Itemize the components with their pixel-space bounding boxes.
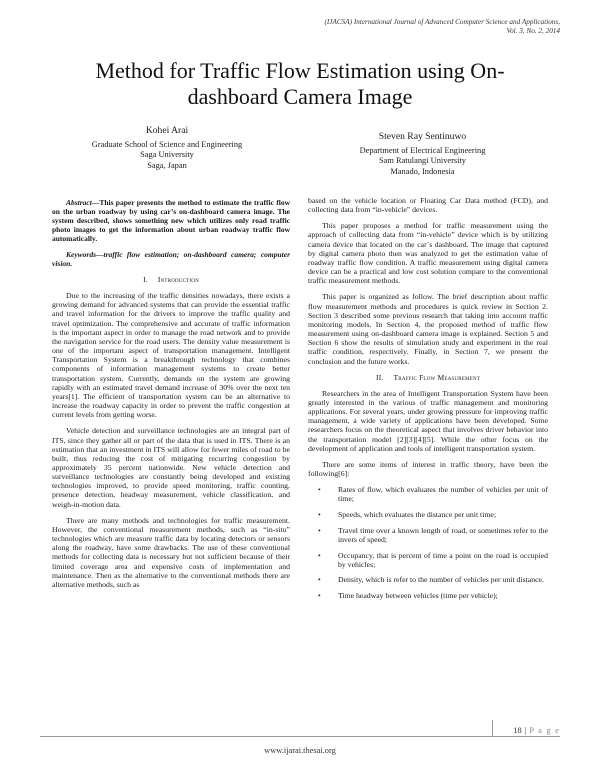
bullet-icon: • xyxy=(318,485,321,495)
bullet-icon: • xyxy=(318,510,321,520)
author-university: Sam Ratulangi University xyxy=(379,156,466,165)
list-item: • Rates of flow, which evaluates the number of vehicles per unit of time; xyxy=(318,485,548,504)
list-item: • Time headway between vehicles (time per vehicle); xyxy=(318,590,498,600)
section-title: Traffic Flow Measurement xyxy=(393,372,480,382)
abstract-text: —This paper presents the method to estimate the traffic flow on the urban roadway by using car’s on-dashboard camera image. The system described, shows something new which utilizes only road traffic photo images to get the information about urban roadway traffic flow automatically. xyxy=(52,198,290,243)
paragraph: This paper proposes a method for traffic measurement using the approach of collecting data from “in-vehicle” device which is by utilizing camera device that located on the car`s dashboard. The image that captured by digital camera photo then was analyzed to get the estimation value of roadway traffic flow condition. A traffic measurement using digital camera device can be a practical and low cost solution compare to the conventional traffic measurement methods. xyxy=(308,221,548,286)
paragraph: This paper is organized as follow. The brief description about traffic flow measurement methods and procedures is quick review in Section 2. Section 3 described some previous research that taking into account traffic monitoring models. In Section 4, the proposed method of traffic flow measurement using on-dashboard camera image is explained. Section 5 and Section 6 show the results of simulation study and experiment in the real traffic condition, respectively. Finally, in Section 7, we present the conclusion and the future works. xyxy=(308,292,548,366)
right-column xyxy=(308,196,548,607)
list-item: • Travel time over a known length of road, or sometimes refer to the invers of speed; xyxy=(318,525,548,544)
page-label: P a g e xyxy=(529,726,560,735)
footer-rule xyxy=(40,736,560,737)
bullet-icon: • xyxy=(318,550,321,560)
bullet-icon: • xyxy=(318,525,321,535)
paragraph: Researchers in the area of Intelligent Transportation System have been greatly interested in the various of traffic management and monitoring applications. For several years, under growing pressure for improving traffic management, a wide variety of applications have been developed. Some researchers focus on the theoretical aspect that involves driver behavior into the transportation model [2][3][4][5]. While the other focus on the development of application and tools of intelligent transportation system. xyxy=(308,388,548,453)
paragraph: Due to the increasing of the traffic densities nowadays, there exists a growing demand for advanced systems that can provide the essential traffic and travel information for the drivers to improve the traffic quality and travel optimization. The comprehensive and accurate of traffic information is the important aspect in order to manage the road network and to provide the navigation service for the road users. The density value measurement is one of the important aspect of transportation management. Intelligent Transportation System is a breakthrough technology that combines components of information management systems to create better transportation system. Currently, demands on the system are growing rapidly with an estimated travel demand increase of 30% over the next ten years[1]. The efficient of transportation system can be an alternative to increase the roadway capacity in order to prevent the traffic congestion at current levels from getting worse. xyxy=(52,291,290,420)
journal-header xyxy=(160,18,560,36)
author-block-1 xyxy=(52,126,282,171)
section-title: Introduction xyxy=(157,275,199,284)
journal-volume: Vol. 3, No. 2, 2014 xyxy=(506,27,560,35)
author-location: Saga, Japan xyxy=(147,160,187,170)
section-heading-traffic-flow xyxy=(308,373,548,382)
bullet-icon: • xyxy=(318,575,321,585)
keywords: Keywords—traffic flow estimation; on-dashboard camera; computer vision. xyxy=(52,250,290,268)
bullet-icon: • xyxy=(318,590,321,600)
abstract xyxy=(52,198,290,243)
left-column xyxy=(52,198,290,596)
author-affiliation: Graduate School of Science and Engineering xyxy=(91,139,243,149)
abstract-lead: Abstract xyxy=(66,198,92,207)
list-item: • Speeds, which evaluates the distance per unit time; xyxy=(318,510,496,520)
paragraph: There are many methods and technologies for traffic measurement. However, the conventional measurement methods, such as “in-situ” technologies which are measure traffic data by locating detectors or sensors along the roadway, have some drawbacks. The use of these conventional methods for collecting data is necessary but not sufficient because of their limited coverage area and expensive costs of implementation and maintenance. Then as the alternative to the conventional methods there are alternative methods, such as xyxy=(52,515,290,589)
author-affiliation: Department of Electrical Engineering xyxy=(359,145,486,155)
list-item: • Occupancy, that is percent of time a point on the road is occupied by vehicles; xyxy=(318,550,548,569)
journal-name: (IJACSA) International Journal of Advanced Computer Science and Applications, xyxy=(324,18,560,26)
author-block-2 xyxy=(300,132,545,177)
page-number-value: 18 xyxy=(513,726,522,735)
author-name: Steven Ray Sentinuwo xyxy=(378,131,467,142)
footer-url: www.ijarai.thesai.org xyxy=(264,746,336,755)
section-number: I. xyxy=(143,275,148,284)
paragraph: Vehicle detection and surveillance technologies are an integral part of ITS, since they gather all or part of the data that is used in ITS. There is an estimation that an investment in ITS will allow for fewer miles of road to be built, thus reducing the cost of mitigating recurring congestion by approximately 35 percent nationwide. New vehicle detection and surveillance technologies are constantly being developed and existing technologies improved, to provide speed monitoring, traffic counting, presence detection, headway measurement, vehicle classification, and weigh-in-motion data. xyxy=(52,426,290,509)
list-item: • Density, which is refer to the number of vehicles per unit distance. xyxy=(318,575,544,585)
page-number xyxy=(513,726,560,735)
page-separator: | xyxy=(524,726,527,735)
author-location: Manado, Indonesia xyxy=(390,166,455,176)
author-university: Saga University xyxy=(140,150,194,159)
section-number: II. xyxy=(376,372,384,382)
section-heading-introduction xyxy=(52,275,290,284)
page-number-divider xyxy=(492,720,493,736)
paragraph: based on the vehicle location or Floating Car Data method (FCD), and collecting data from “in-vehicle” devices. xyxy=(308,196,548,215)
author-name: Kohei Arai xyxy=(145,125,189,136)
paper-title: Method for Traffic Flow Estimation using On-dashboard Camera Image xyxy=(95,58,505,109)
paragraph: There are some items of interest in traffic theory, have been the following[6]: xyxy=(308,459,548,479)
bullet-list xyxy=(308,485,548,600)
